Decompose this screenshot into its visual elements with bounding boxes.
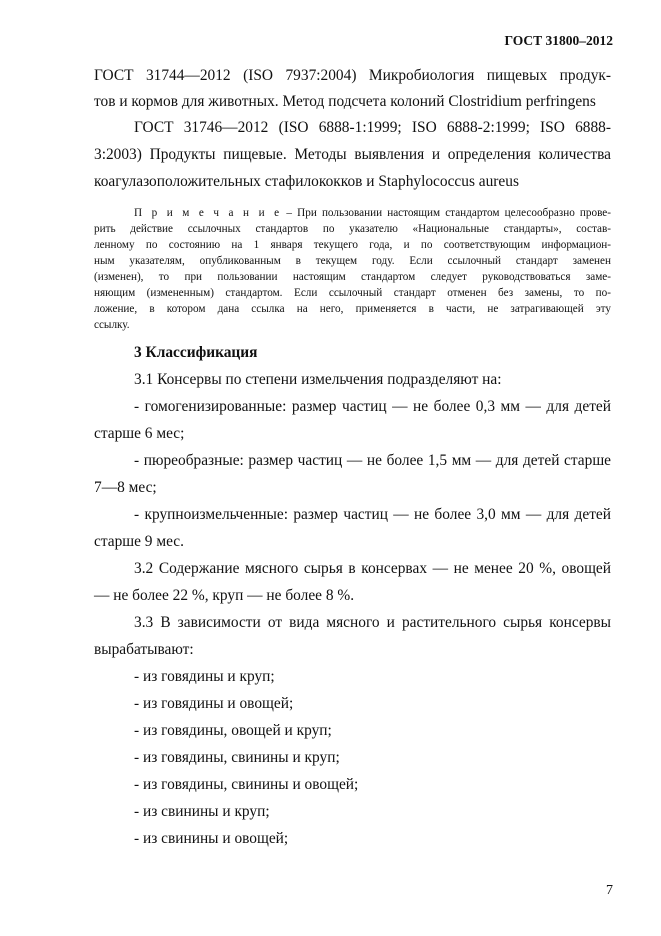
list-item: - из говядины, свинины и овощей; [134, 776, 359, 793]
list-item: - из говядины, овощей и круп; [134, 722, 332, 739]
reference-line: ГОСТ 31746—2012 (ISO 6888-1:1999; ISO 6888-2:1999; ISO 6888- [134, 119, 611, 136]
paragraph: вырабатывают: [94, 641, 194, 658]
paragraph: 3.1 Консервы по степени измельчения подразделяют на: [134, 371, 502, 388]
paragraph: 3.3 В зависимости от вида мясного и растительного сырья консервы [134, 614, 611, 631]
note-line: ложение, в котором дана ссылка на него, применяется в части, не затрагивающей эту [94, 303, 611, 315]
note-line: (изменен), то при пользовании настоящим стандартом следует руководствоваться заме- [94, 271, 611, 283]
page-number: 7 [606, 883, 613, 898]
list-item: - из свинины и круп; [134, 803, 270, 820]
list-item: - из говядины и круп; [134, 668, 275, 685]
note-line: рить действие ссылочных стандартов по указателю «Национальные стандарты», состав- [94, 223, 611, 235]
list-item-continuation: 7—8 мес; [94, 479, 157, 496]
paragraph: 3.2 Содержание мясного сырья в консервах — не менее 20 %, овощей [134, 560, 611, 577]
note-block [94, 205, 611, 333]
note-label: П р и м е ч а н и е [134, 207, 282, 219]
reference-line: ГОСТ 31744—2012 (ISO 7937:2004) Микробиология пищевых продук- [94, 67, 611, 84]
list-item: - гомогенизированные: размер частиц — не более 0,3 мм — для детей [134, 398, 611, 415]
reference-line: 3:2003) Продукты пищевые. Методы выявления и определения количества [94, 146, 611, 163]
reference-line: коагулазоположительных стафилококков и Staphylococcus aureus [94, 173, 519, 190]
note-line: ленному по состоянию на 1 января текущего года, и по соответствующим информацион- [94, 239, 611, 251]
list-item: - пюреобразные: размер частиц — не более 1,5 мм — для детей старше [134, 452, 611, 469]
list-item-continuation: старше 6 мес; [94, 425, 185, 442]
list-item-continuation: старше 9 мес. [94, 533, 184, 550]
list-item: - из говядины и овощей; [134, 695, 294, 712]
reference-line: тов и кормов для животных. Метод подсчета колоний Clostridium perfringens [94, 93, 596, 110]
paragraph: — не более 22 %, круп — не более 8 %. [94, 587, 355, 604]
list-item: - из свинины и овощей; [134, 830, 289, 847]
note-line: ным указателям, опубликованным в текущем году. Если ссылочный стандарт заменен [94, 255, 611, 267]
document-code-header: ГОСТ 31800–2012 [504, 33, 613, 48]
list-item: - из говядины, свинины и круп; [134, 749, 340, 766]
list-item: - крупноизмельченные: размер частиц — не более 3,0 мм — для детей [134, 506, 611, 523]
note-line: ссылку. [94, 319, 130, 331]
note-line: няющим (измененным) стандартом. Если ссылочный стандарт отменен без замены, то по- [94, 287, 611, 299]
section-title: 3 Классификация [134, 344, 258, 361]
note-line: – При пользовании настоящим стандартом целесообразно прове- [281, 207, 612, 219]
